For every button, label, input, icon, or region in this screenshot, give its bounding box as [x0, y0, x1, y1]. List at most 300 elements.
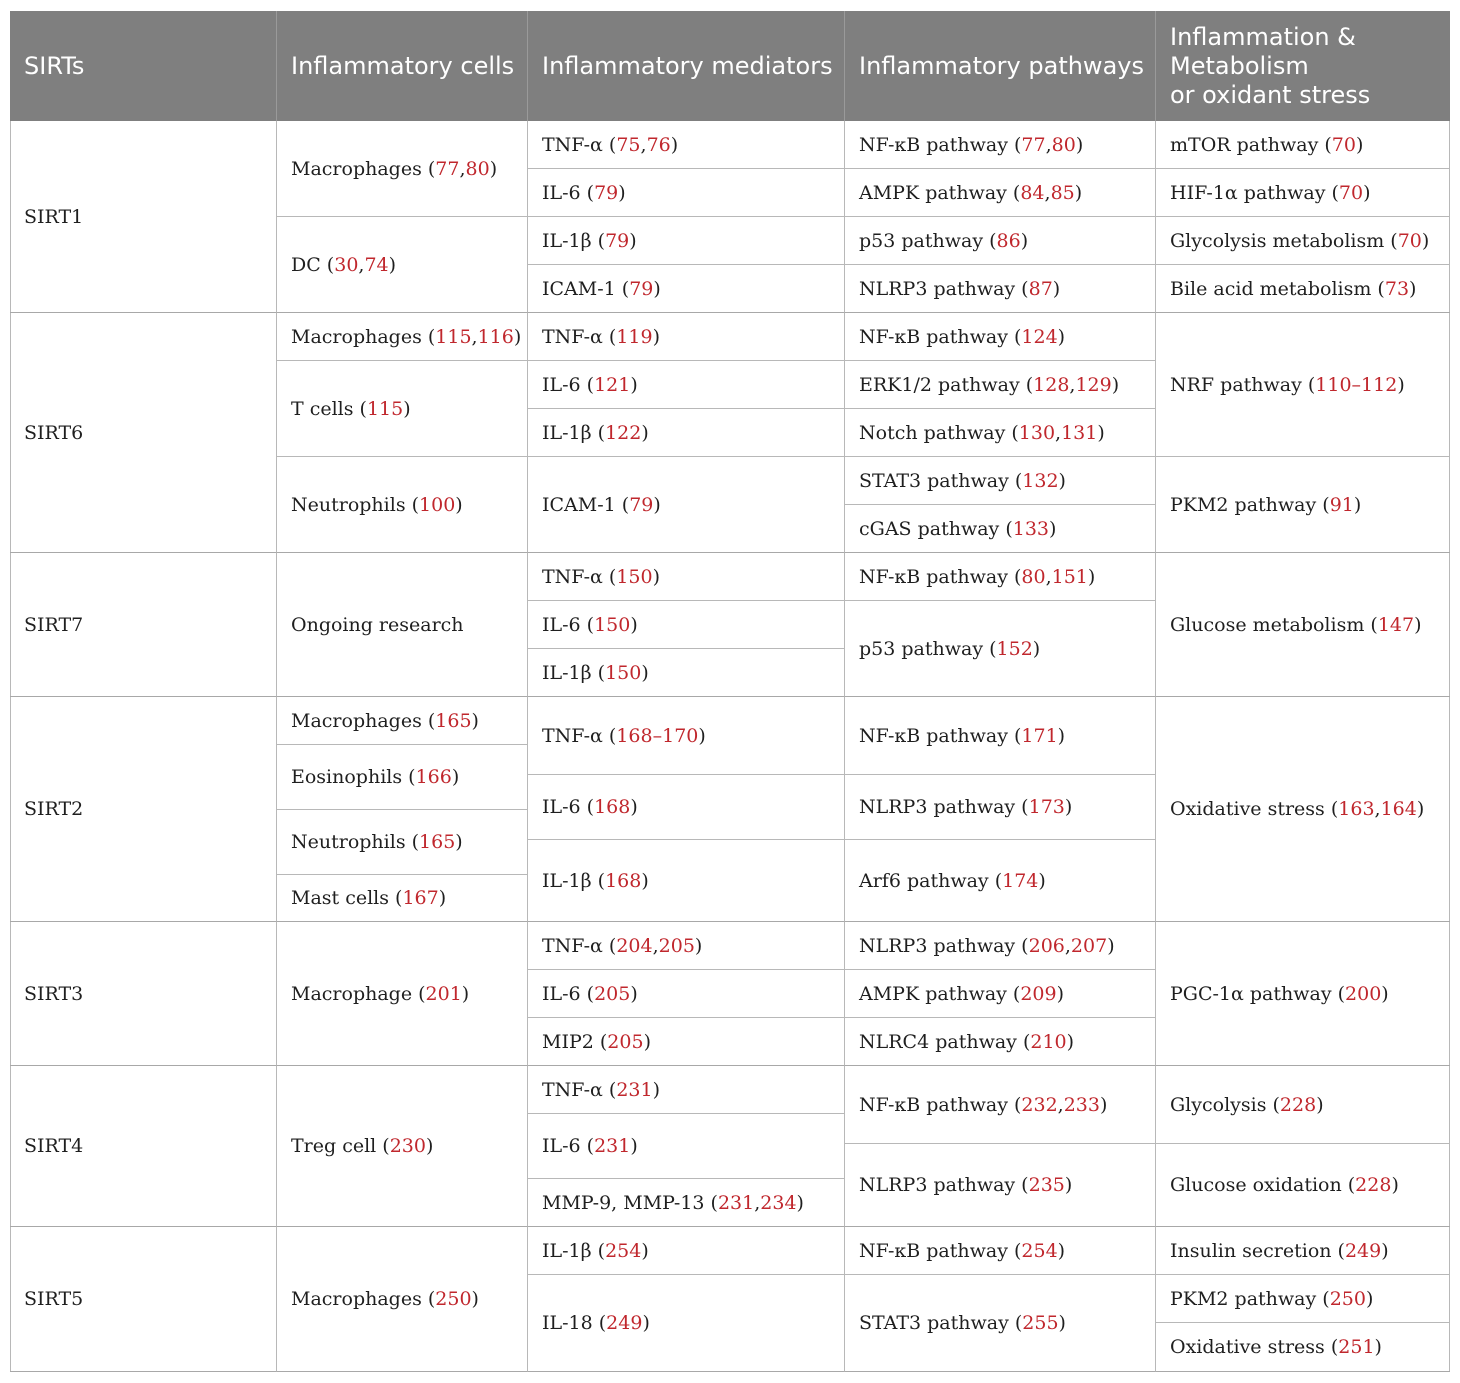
reference-link[interactable]: 80 — [465, 157, 490, 180]
entry-label: Glycolysis metabolism ( — [1170, 229, 1398, 252]
entry-label: MIP2 ( — [542, 1030, 608, 1053]
entry-label: DC ( — [291, 253, 335, 276]
reference-separator: , — [754, 1191, 761, 1214]
mediator-cell — [528, 1018, 845, 1066]
entry-close: ) — [1111, 373, 1120, 396]
entry-close: ) — [1052, 277, 1061, 300]
entry-label: STAT3 pathway ( — [859, 469, 1023, 492]
entry-close: ) — [455, 831, 463, 853]
reference-link[interactable]: 150 — [616, 565, 653, 588]
mediator-cell — [528, 922, 845, 970]
entry-label: p53 pathway ( — [859, 637, 997, 660]
metabolism-cell — [1156, 922, 1450, 1066]
entry-close: ) — [653, 277, 661, 300]
sirt-name: SIRT1 — [24, 205, 84, 228]
entry-close: ) — [1020, 229, 1029, 252]
entry-label: NF-κB pathway ( — [859, 1239, 1022, 1262]
reference-separator: , — [1055, 421, 1062, 444]
entry-close: ) — [652, 325, 661, 348]
mediator-cell — [528, 775, 845, 840]
entry-label: TNF-α ( — [542, 724, 617, 747]
reference-link[interactable]: 75 — [616, 133, 641, 156]
entry-close: ) — [1397, 373, 1405, 396]
entry-close: ) — [425, 1135, 434, 1157]
reference-link[interactable]: 249 — [606, 1312, 643, 1334]
entry-close: ) — [652, 565, 661, 588]
entry-label: Oxidative stress ( — [1170, 798, 1339, 820]
pathway-cell — [845, 697, 1156, 775]
pathway-cell — [845, 121, 1156, 169]
pathway-cell — [845, 361, 1156, 409]
reference-link[interactable]: 79 — [629, 277, 654, 300]
reference-link[interactable]: 167 — [402, 887, 439, 909]
pathway-cell — [845, 775, 1156, 840]
metabolism-cell — [1156, 1066, 1450, 1144]
reference-link[interactable]: 73 — [1384, 277, 1410, 300]
reference-link[interactable]: 30 — [334, 253, 359, 276]
mediator-cell — [528, 1227, 845, 1275]
entry-label: IL-18 ( — [542, 1312, 607, 1334]
pathway-cell — [845, 1066, 1156, 1144]
entry-label: IL-6 ( — [542, 982, 595, 1005]
mediator-cell — [528, 697, 845, 775]
entry-close: ) — [1064, 1174, 1073, 1196]
entry-close: ) — [489, 157, 498, 180]
sirt-name: SIRT5 — [24, 1288, 84, 1310]
reference-link[interactable]: 131 — [1061, 421, 1098, 444]
entry-close: ) — [698, 724, 706, 747]
reference-separator: , — [1064, 934, 1071, 957]
reference-link[interactable]: 232 — [1021, 1093, 1058, 1116]
reference-link[interactable]: 205 — [594, 982, 631, 1005]
mediator-cell — [528, 1066, 845, 1114]
mediator-cell — [528, 217, 845, 265]
reference-link[interactable]: 79 — [629, 493, 654, 516]
pathway-cell — [845, 313, 1156, 361]
entry-label: NF-κB pathway ( — [859, 1093, 1022, 1116]
entry-close: ) — [1066, 1030, 1075, 1053]
metabolism-cell — [1156, 217, 1450, 265]
entry-label: AMPK pathway ( — [859, 982, 1021, 1005]
entry-label: NLRC4 pathway ( — [859, 1030, 1031, 1053]
entry-label: IL-1β ( — [542, 869, 606, 892]
cell-cell — [277, 922, 528, 1066]
entry-label: IL-6 ( — [542, 181, 595, 204]
reference-link[interactable]: 79 — [594, 181, 619, 204]
mediator-cell — [528, 265, 845, 313]
entry-label: TNF-α ( — [542, 133, 617, 156]
reference-link[interactable]: 133 — [1012, 517, 1050, 540]
header-inflammatory-cells: Inflammatory cells — [277, 11, 528, 121]
entry-close: ) — [1374, 1336, 1382, 1358]
reference-link[interactable]: 235 — [1028, 1174, 1065, 1196]
metabolism-cell — [1156, 313, 1450, 457]
mediator-cell — [528, 840, 845, 922]
header-inflammation-metabolism: Inflammation & Metabolism or oxidant stress — [1156, 11, 1450, 121]
mediator-cell — [528, 1179, 845, 1227]
entry-close: ) — [1075, 133, 1084, 156]
entry-label: cGAS pathway ( — [859, 517, 1013, 540]
entry-label: Macrophage ( — [291, 982, 426, 1005]
entry-label: NF-κB pathway ( — [859, 133, 1022, 156]
reference-link[interactable]: 228 — [1355, 1174, 1392, 1196]
reference-link[interactable]: 201 — [425, 982, 462, 1005]
entry-label: Treg cell ( — [291, 1135, 390, 1157]
sirt-name: SIRT2 — [24, 798, 84, 820]
cell-cell — [277, 875, 528, 922]
entry-close: ) — [630, 796, 638, 818]
entry-close: ) — [796, 1191, 804, 1214]
reference-link[interactable]: 228 — [1279, 1093, 1317, 1116]
reference-link[interactable]: 132 — [1022, 469, 1059, 492]
entry-label: TNF-α ( — [542, 934, 617, 957]
cell-cell — [277, 217, 528, 313]
mediator-cell — [528, 169, 845, 217]
entry-label: IL-6 ( — [542, 373, 595, 396]
entry-close: ) — [643, 1030, 651, 1053]
entry-label: TNF-α ( — [542, 325, 617, 348]
entry-close: ) — [1421, 229, 1430, 252]
entry-close: ) — [1057, 724, 1066, 747]
reference-separator: , — [471, 325, 478, 348]
reference-link[interactable]: 74 — [364, 253, 389, 276]
entry-close: ) — [630, 982, 638, 1005]
reference-link[interactable]: 130 — [1018, 421, 1056, 444]
cell-cell — [277, 553, 528, 697]
sirt-name: SIRT7 — [24, 613, 84, 636]
sirt-label — [10, 697, 277, 922]
pathway-cell — [845, 922, 1156, 970]
metabolism-cell — [1156, 1323, 1450, 1372]
cell-cell — [277, 697, 528, 745]
entry-label: Macrophages ( — [291, 157, 436, 180]
pathway-cell — [845, 1275, 1156, 1372]
reference-link[interactable]: 150 — [594, 613, 631, 636]
reference-link[interactable]: 249 — [1344, 1239, 1382, 1262]
reference-link[interactable]: 173 — [1028, 796, 1065, 818]
entry-close: ) — [670, 133, 679, 156]
reference-link[interactable]: 80 — [1051, 133, 1076, 156]
reference-link[interactable]: 165 — [435, 709, 472, 732]
pathway-cell — [845, 1227, 1156, 1275]
sirt-label — [10, 1227, 277, 1372]
entry-label: MMP-9, MMP-13 ( — [542, 1191, 718, 1214]
reference-link[interactable]: 85 — [1050, 181, 1075, 204]
sirt-label — [10, 553, 277, 697]
entry-label: IL-6 ( — [542, 796, 595, 818]
mediator-cell — [528, 361, 845, 409]
entry-label: Glycolysis ( — [1170, 1093, 1280, 1116]
entry-close: ) — [641, 421, 649, 444]
entry-close: ) — [1099, 1093, 1108, 1116]
cell-cell — [277, 1227, 528, 1372]
metabolism-cell — [1156, 1275, 1450, 1323]
reference-link[interactable]: 70 — [1397, 229, 1422, 252]
pathway-cell — [845, 409, 1156, 457]
reference-link[interactable]: 124 — [1021, 325, 1058, 348]
entry-label: Macrophages ( — [291, 709, 436, 732]
reference-link[interactable]: 209 — [1020, 982, 1057, 1005]
entry-label: Neutrophils ( — [291, 493, 420, 516]
entry-label: NLRP3 pathway ( — [859, 796, 1029, 818]
entry-label: IL-1β ( — [542, 229, 606, 252]
entry-label: mTOR pathway ( — [1170, 133, 1332, 156]
entry-close: ) — [653, 493, 661, 516]
entry-close: ) — [1097, 421, 1105, 444]
reference-link[interactable]: 207 — [1070, 934, 1108, 957]
entry-close: ) — [471, 709, 479, 732]
pathway-cell — [845, 265, 1156, 313]
reference-link[interactable]: 115 — [366, 397, 404, 420]
reference-separator: , — [1374, 798, 1381, 820]
reference-link[interactable]: 200 — [1345, 982, 1382, 1005]
reference-link[interactable]: 233 — [1063, 1093, 1100, 1116]
reference-link[interactable]: 254 — [605, 1239, 642, 1262]
entry-label: NF-κB pathway ( — [859, 565, 1022, 588]
entry-label: Eosinophils ( — [291, 766, 416, 788]
cell-cell — [277, 121, 528, 217]
entry-label: p53 pathway ( — [859, 229, 997, 252]
entry-label: ERK1/2 pathway ( — [859, 373, 1034, 396]
sirt-label — [10, 313, 277, 553]
entry-close: ) — [438, 887, 447, 909]
entry-close: ) — [630, 613, 638, 636]
reference-link[interactable]: 79 — [605, 229, 630, 252]
reference-link[interactable]: 86 — [996, 229, 1021, 252]
metabolism-cell — [1156, 553, 1450, 697]
reference-separator: , — [1045, 133, 1052, 156]
entry-close: ) — [513, 325, 522, 348]
sirt-inflammation-table — [10, 11, 1450, 1372]
entry-close: ) — [652, 1078, 661, 1101]
reference-link[interactable]: 205 — [607, 1030, 644, 1053]
entry-close: ) — [1391, 1174, 1399, 1196]
reference-link[interactable]: 70 — [1338, 181, 1364, 204]
entry-close: ) — [1087, 565, 1096, 588]
reference-link[interactable]: 254 — [1021, 1239, 1058, 1262]
reference-link[interactable]: 174 — [1002, 869, 1039, 892]
entry-label: ICAM-1 ( — [542, 493, 630, 516]
reference-link[interactable]: 70 — [1331, 133, 1356, 156]
reference-link[interactable]: 231 — [717, 1191, 755, 1214]
cell-cell — [277, 361, 528, 457]
entry-label: IL-1β ( — [542, 1239, 606, 1262]
entry-close: ) — [1409, 277, 1417, 300]
entry-close: ) — [1074, 181, 1083, 204]
reference-link[interactable]: 210 — [1030, 1030, 1067, 1053]
entry-close: ) — [1057, 1239, 1066, 1262]
reference-link[interactable]: 110–112 — [1315, 373, 1398, 396]
entry-label: IL-1β ( — [542, 421, 606, 444]
reference-link[interactable]: 231 — [616, 1078, 653, 1101]
entry-label: NLRP3 pathway ( — [859, 934, 1029, 957]
entry-label: Glucose oxidation ( — [1170, 1174, 1356, 1196]
reference-link[interactable]: 251 — [1338, 1336, 1375, 1358]
entry-label: STAT3 pathway ( — [859, 1312, 1023, 1334]
entry-label: Mast cells ( — [291, 887, 403, 909]
reference-separator: , — [459, 157, 466, 180]
reference-link[interactable]: 87 — [1028, 277, 1053, 300]
entry-close: ) — [630, 1135, 638, 1157]
pathway-cell — [845, 217, 1156, 265]
reference-link[interactable]: 171 — [1021, 724, 1058, 747]
entry-close: ) — [618, 181, 626, 204]
reference-separator: , — [1069, 373, 1076, 396]
metabolism-cell — [1156, 1144, 1450, 1227]
reference-link[interactable]: 115 — [435, 325, 472, 348]
reference-link[interactable]: 121 — [594, 373, 631, 396]
pathway-cell — [845, 970, 1156, 1018]
reference-separator: , — [652, 934, 659, 957]
reference-link[interactable]: 205 — [658, 934, 695, 957]
entry-label: Macrophages ( — [291, 325, 436, 348]
sirt-name: SIRT4 — [24, 1135, 84, 1157]
reference-link[interactable]: 165 — [419, 831, 456, 853]
entry-label: Neutrophils ( — [291, 831, 420, 853]
reference-link[interactable]: 151 — [1051, 565, 1088, 588]
reference-link[interactable]: 119 — [616, 325, 653, 348]
mediator-cell — [528, 1275, 845, 1372]
entry-label: HIF-1α pathway ( — [1170, 181, 1339, 204]
reference-link[interactable]: 77 — [435, 157, 460, 180]
entry-close: ) — [1381, 1239, 1389, 1262]
reference-link[interactable]: 168 — [605, 869, 642, 892]
entry-label: Ongoing research — [291, 613, 464, 636]
reference-link[interactable]: 129 — [1075, 373, 1112, 396]
reference-link[interactable]: 122 — [605, 421, 642, 444]
reference-link[interactable]: 150 — [605, 661, 642, 684]
entry-label: IL-6 ( — [542, 1135, 595, 1157]
reference-separator: , — [640, 133, 647, 156]
reference-separator: , — [358, 253, 365, 276]
entry-close: ) — [1316, 1093, 1324, 1116]
entry-close: ) — [451, 766, 460, 788]
reference-link[interactable]: 76 — [646, 133, 671, 156]
reference-link[interactable]: 147 — [1377, 613, 1415, 636]
header-inflammatory-pathways: Inflammatory pathways — [845, 11, 1156, 121]
entry-label: NRF pathway ( — [1170, 373, 1316, 396]
entry-close: ) — [1414, 613, 1422, 636]
entry-close: ) — [642, 1312, 650, 1334]
entry-close: ) — [629, 229, 637, 252]
pathway-cell — [845, 505, 1156, 553]
metabolism-cell — [1156, 169, 1450, 217]
entry-close: ) — [1381, 982, 1389, 1005]
mediator-cell — [528, 601, 845, 649]
entry-label: Insulin secretion ( — [1170, 1239, 1345, 1262]
entry-label: PKM2 pathway ( — [1170, 493, 1330, 516]
entry-label: IL-1β ( — [542, 661, 606, 684]
reference-link[interactable]: 163 — [1338, 798, 1375, 820]
reference-link[interactable]: 206 — [1028, 934, 1065, 957]
sirt-label — [10, 922, 277, 1066]
reference-link[interactable]: 77 — [1021, 133, 1046, 156]
pathway-cell — [845, 840, 1156, 922]
entry-label: ICAM-1 ( — [542, 277, 630, 300]
entry-label: Notch pathway ( — [859, 421, 1019, 444]
reference-link[interactable]: 164 — [1380, 798, 1417, 820]
cell-cell — [277, 1066, 528, 1227]
reference-link[interactable]: 128 — [1033, 373, 1070, 396]
entry-label: NLRP3 pathway ( — [859, 1174, 1029, 1196]
entry-label: TNF-α ( — [542, 1078, 617, 1101]
entry-label: T cells ( — [291, 397, 367, 420]
reference-link[interactable]: 230 — [389, 1135, 426, 1157]
entry-close: ) — [1058, 1312, 1066, 1334]
entry-label: NLRP3 pathway ( — [859, 277, 1029, 300]
metabolism-cell — [1156, 121, 1450, 169]
reference-link[interactable]: 168–170 — [616, 724, 699, 747]
entry-close: ) — [1353, 493, 1362, 516]
reference-link[interactable]: 152 — [996, 637, 1033, 660]
cell-cell — [277, 745, 528, 810]
entry-label: Oxidative stress ( — [1170, 1336, 1339, 1358]
entry-close: ) — [641, 1239, 649, 1262]
entry-close: ) — [1355, 133, 1364, 156]
sirt-name: SIRT6 — [24, 421, 84, 444]
entry-close: ) — [630, 373, 638, 396]
entry-close: ) — [1058, 469, 1066, 492]
entry-label: Glucose metabolism ( — [1170, 613, 1378, 636]
reference-link[interactable]: 204 — [616, 934, 653, 957]
reference-separator: , — [1044, 181, 1051, 204]
mediator-cell — [528, 553, 845, 601]
entry-close: ) — [1365, 1287, 1374, 1310]
reference-link[interactable]: 168 — [594, 796, 631, 818]
reference-link[interactable]: 250 — [1329, 1287, 1366, 1310]
reference-link[interactable]: 231 — [594, 1135, 631, 1157]
entry-label: IL-6 ( — [542, 613, 595, 636]
entry-close: ) — [1049, 517, 1057, 540]
reference-separator: , — [1057, 1093, 1064, 1116]
mediator-cell — [528, 121, 845, 169]
entry-label: NF-κB pathway ( — [859, 325, 1022, 348]
entry-close: ) — [388, 253, 397, 276]
reference-link[interactable]: 255 — [1022, 1312, 1059, 1334]
pathway-cell — [845, 169, 1156, 217]
entry-close: ) — [1057, 325, 1066, 348]
mediator-cell — [528, 457, 845, 553]
cell-cell — [277, 457, 528, 553]
entry-label: PGC-1α pathway ( — [1170, 982, 1346, 1005]
reference-link[interactable]: 100 — [419, 493, 456, 516]
reference-link[interactable]: 84 — [1020, 181, 1045, 204]
entry-label: AMPK pathway ( — [859, 181, 1021, 204]
entry-close: ) — [1363, 181, 1371, 204]
entry-close: ) — [461, 982, 470, 1005]
reference-link[interactable]: 234 — [760, 1191, 797, 1214]
sirt-label — [10, 121, 277, 313]
entry-close: ) — [641, 661, 649, 684]
entry-label: Macrophages ( — [291, 1288, 436, 1310]
pathway-cell — [845, 553, 1156, 601]
reference-link[interactable]: 116 — [477, 325, 514, 348]
entry-label: TNF-α ( — [542, 565, 617, 588]
cell-cell — [277, 313, 528, 361]
header-inflammatory-mediators: Inflammatory mediators — [528, 11, 845, 121]
reference-link[interactable]: 80 — [1021, 565, 1046, 588]
mediator-cell — [528, 409, 845, 457]
header-sirts: SIRTs — [10, 11, 277, 121]
entry-close: ) — [403, 397, 411, 420]
reference-link[interactable]: 166 — [415, 766, 452, 788]
reference-link[interactable]: 250 — [435, 1288, 472, 1310]
entry-close: ) — [455, 493, 463, 516]
entry-label: PKM2 pathway ( — [1170, 1287, 1330, 1310]
metabolism-cell — [1156, 1227, 1450, 1275]
reference-link[interactable]: 91 — [1329, 493, 1354, 516]
cell-cell — [277, 810, 528, 875]
